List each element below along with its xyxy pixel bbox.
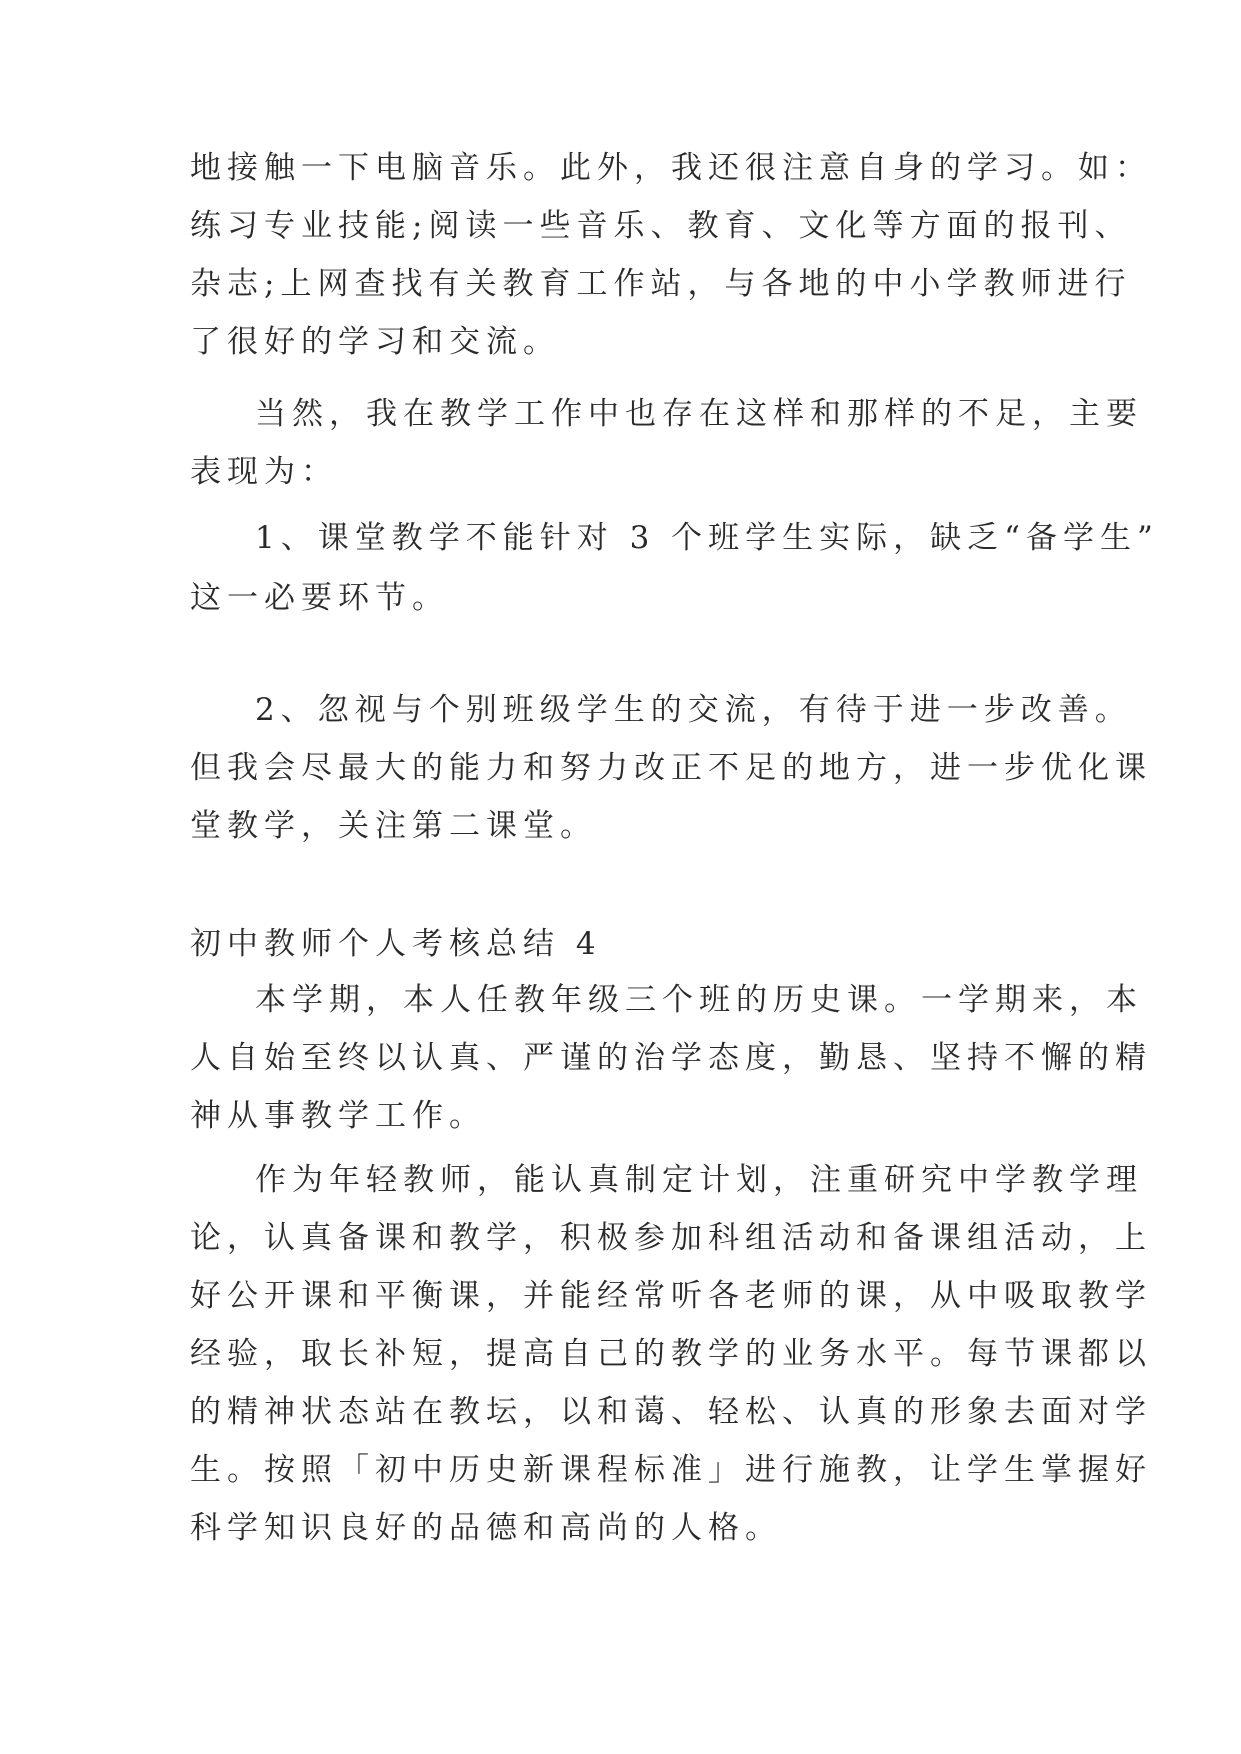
paragraph-line: 生。按照「初中历史新课程标准」进行施教，让学生掌握好 xyxy=(190,1452,1152,1488)
paragraph-line: 人自始至终以认真、严谨的治学态度，勤恳、坚持不懈的精 xyxy=(190,1040,1152,1076)
paragraph-line: 当然，我在教学工作中也存在这样和那样的不足，主要 xyxy=(255,396,1143,432)
paragraph-line: 好公开课和平衡课，并能经常听各老师的课，从中吸取教学 xyxy=(190,1278,1152,1314)
paragraph-line: 经验，取长补短，提高自己的教学的业务水平。每节课都以 xyxy=(190,1336,1152,1372)
paragraph-line: 的精神状态站在教坛，以和蔼、轻松、认真的形象去面对学 xyxy=(190,1394,1152,1430)
list-item-line: 这一必要环节。 xyxy=(190,580,449,616)
paragraph-line: 作为年轻教师，能认真制定计划，注重研究中学教学理 xyxy=(255,1162,1143,1198)
section-heading: 初中教师个人考核总结 4 xyxy=(190,926,602,962)
paragraph-line: 练习专业技能;阅读一些音乐、教育、文化等方面的报刊、 xyxy=(190,208,1132,244)
paragraph-line: 科学知识良好的品德和高尚的人格。 xyxy=(190,1510,782,1546)
paragraph-line: 本学期，本人任教年级三个班的历史课。一学期来，本 xyxy=(255,982,1143,1018)
paragraph-line: 论，认真备课和教学，积极参加科组活动和备课组活动，上 xyxy=(190,1220,1152,1256)
paragraph-line: 神从事教学工作。 xyxy=(190,1098,486,1134)
paragraph-line: 了很好的学习和交流。 xyxy=(190,324,560,360)
list-item-line: 2、忽视与个别班级学生的交流，有待于进一步改善。 xyxy=(255,692,1132,728)
paragraph-line: 杂志;上网查找有关教育工作站，与各地的中小学教师进行 xyxy=(190,266,1132,302)
paragraph-line: 堂教学，关注第二课堂。 xyxy=(190,808,597,844)
list-item-line: 1、课堂教学不能针对 3 个班学生实际，缺乏“备学生” xyxy=(255,520,1159,556)
paragraph-line: 表现为： xyxy=(190,454,338,490)
paragraph-line: 但我会尽最大的能力和努力改正不足的地方，进一步优化课 xyxy=(190,750,1152,786)
paragraph-line: 地接触一下电脑音乐。此外，我还很注意自身的学习。如： xyxy=(190,150,1152,186)
